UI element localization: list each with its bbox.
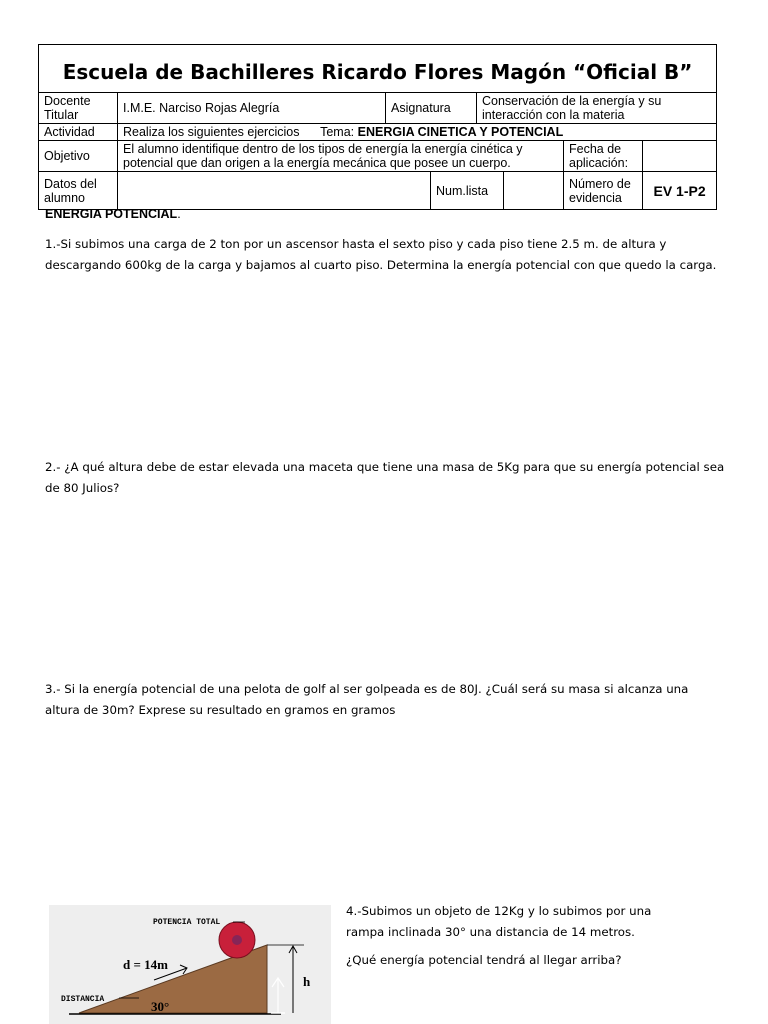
question-4: 4.-Subimos un objeto de 12Kg y lo subimos por una rampa inclinada 30° una distancia de 14 metros. <box>346 904 652 939</box>
section-title-dot: . <box>177 207 181 221</box>
section-title-text: ENERGIA POTENCIAL <box>45 207 178 221</box>
section-title <box>45 207 181 221</box>
docente-value: I.M.E. Narciso Rojas Alegría <box>118 93 386 124</box>
actividad-cell <box>118 124 717 141</box>
objetivo-label: Objetivo <box>39 141 118 172</box>
actividad-label: Actividad <box>39 124 118 141</box>
asignatura-value: Conservación de la energía y su interacción con la materia <box>477 93 717 124</box>
question-3: 3.- Si la energía potencial de una pelota de golf al ser golpeada es de 80J. ¿Cuál será su masa si alcanza una altura de 30m? Exprese su resultado en gramos en gramos <box>45 682 689 717</box>
docente-label: Docente Titular <box>39 93 118 124</box>
question-1: 1.-Si subimos una carga de 2 ton por un ascensor hasta el sexto piso y cada piso tiene 2.5 m. de altura y descargando 600kg de la carga y bajamos al cuarto piso. Determina la energía potencial con que quedo la carga. <box>45 237 717 272</box>
evidencia-label: Número de evidencia <box>564 172 643 210</box>
fecha-label: Fecha de aplicación: <box>564 141 643 172</box>
tema-label: Tema: <box>320 125 355 139</box>
numlista-label: Num.lista <box>431 172 504 210</box>
datos-label: Datos del alumno <box>39 172 118 210</box>
asignatura-label: Asignatura <box>386 93 477 124</box>
tema-value: ENERGIA CINETICA Y POTENCIAL <box>357 125 564 139</box>
distancia-label: DISTANCIA <box>61 995 105 1004</box>
actividad-value: Realiza los siguientes ejercicios <box>123 125 300 139</box>
ramp-figure <box>49 905 331 1024</box>
fecha-value[interactable] <box>643 141 717 172</box>
numlista-value[interactable] <box>504 172 564 210</box>
datos-value[interactable] <box>118 172 431 210</box>
evidencia-value: EV 1-P2 <box>643 172 717 210</box>
question-4-prompt: ¿Qué energía potencial tendrá al llegar arriba? <box>346 953 622 967</box>
school-name: Escuela de Bachilleres Ricardo Flores Magón “Oficial B” <box>39 45 717 93</box>
distance-label: d = 14m <box>123 957 168 972</box>
angle-label: 30° <box>151 999 170 1014</box>
ball-spot <box>232 935 242 945</box>
height-label: h <box>303 974 311 989</box>
objetivo-value: El alumno identifique dentro de los tipos de energía la energía cinética y potencial que dan origen a la energía mecánica que posee un cuerpo. <box>118 141 564 172</box>
potencia-label: POTENCIA TOTAL <box>153 918 221 927</box>
header-table <box>38 44 717 210</box>
question-2: 2.- ¿A qué altura debe de estar elevada una maceta que tiene una masa de 5Kg para que su energía potencial sea de 80 Julios? <box>45 460 725 495</box>
